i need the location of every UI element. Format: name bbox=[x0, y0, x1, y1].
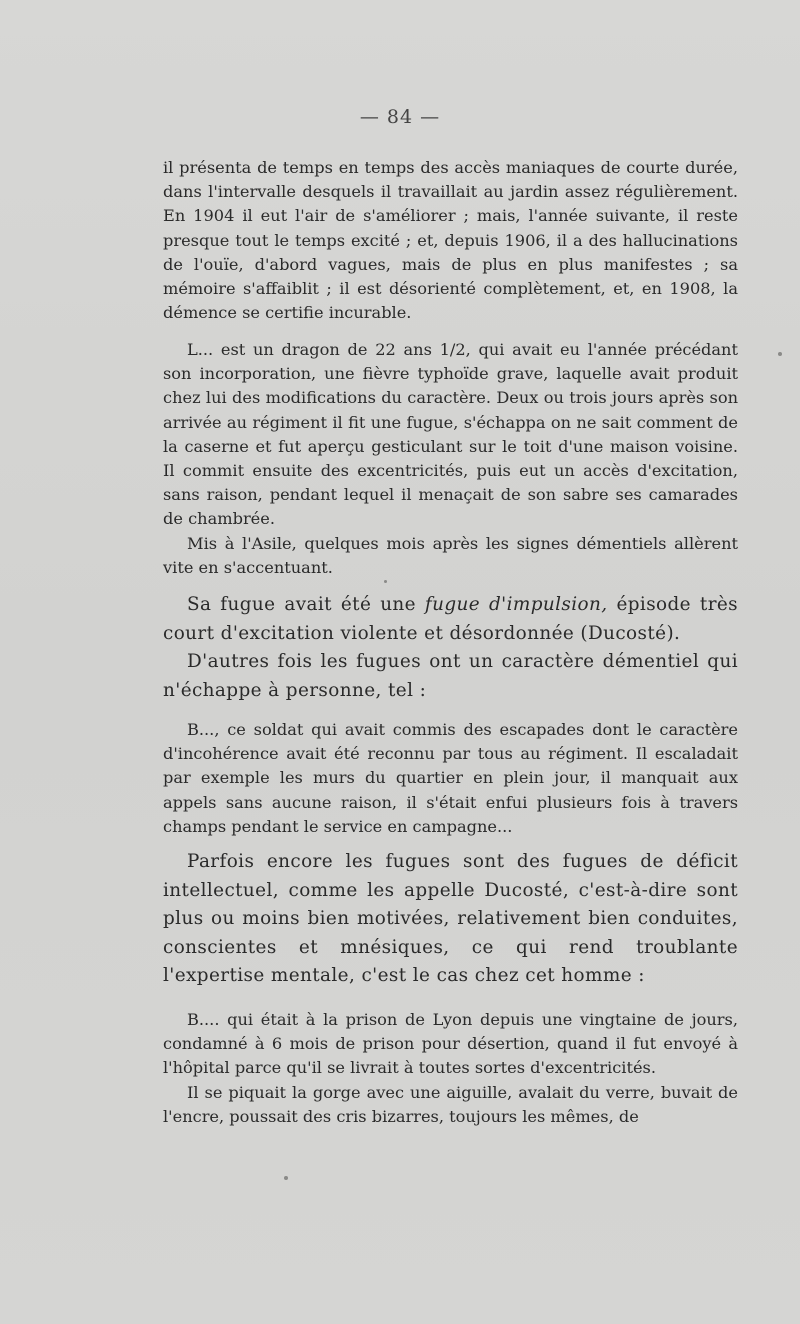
case-prisoner bbox=[163, 1008, 738, 1129]
case-soldier bbox=[163, 718, 738, 839]
paragraph-continuation: il présenta de temps en temps des accès maniaques de courte durée, dans l'intervalle desquels il travaillait au jardin assez régulièrement. En 1904 il eut l'air de s'améliorer ; mais, l'année suivante, il reste presque tout le temps excité ; et, depuis 1906, il a des hallucinations de l'ouïe, d'abord vagues, mais de plus en plus manifestes ; sa mémoire s'affaiblit ; il est désorienté complètement, et, en 1908, la démence se certifie incurable. bbox=[163, 158, 738, 323]
case-continuation bbox=[163, 156, 738, 325]
impulsion-text-before: Sa fugue avait été une bbox=[187, 594, 425, 615]
case-dragon bbox=[163, 338, 738, 580]
commentary-impulsion bbox=[163, 591, 738, 705]
paragraph-dragon-case: L... est un dragon de 22 ans 1/2, qui avait eu l'année précédant son incorporation, une fièvre typhoïde grave, laquelle avait produit chez lui des modifications du caractère. Deux ou trois jours après son arrivée au régiment il fit une fugue, s'échappa on ne sait comment de la caserne et fut aperçu gesticulant sur le toit d'une maison voisine. Il commit ensuite des excentricités, puis eut un accès d'excitation, sans raison, pendant lequel il menaçait de son sabre ses camarades de chambrée. bbox=[163, 340, 738, 529]
paper-speck bbox=[778, 352, 782, 356]
impulsion-italic: fugue d'impulsion, bbox=[424, 594, 608, 615]
paragraph-deficit: Parfois encore les fugues sont des fugues de déficit intellectuel, comme les appelle Ducosté, c'est-à-dire sont plus ou moins bien motivées, relativement bien conduites, conscientes et mnésiques, ce qui rend troublante l'expertise mentale, c'est le cas chez cet homme : bbox=[163, 851, 738, 986]
paragraph-soldier-case: B..., ce soldat qui avait commis des escapades dont le caractère d'incohérence avait été reconnu par tous au régiment. Il escaladait par exemple les murs du quartier en plein jour, il manquait aux appels sans aucune raison, il s'était enfui plusieurs fois à travers champs pendant le service en campagne... bbox=[163, 720, 738, 836]
paper-speck bbox=[384, 580, 387, 583]
paper-speck bbox=[284, 1176, 288, 1180]
paragraph-prisoner-behaviour: Il se piquait la gorge avec une aiguille, avalait du verre, buvait de l'encre, poussait des cris bizarres, toujours les mêmes, de bbox=[163, 1082, 738, 1126]
paragraph-asylum: Mis à l'Asile, quelques mois après les signes démentiels allèrent vite en s'accentuant. bbox=[163, 533, 738, 577]
page-number: — 84 — bbox=[359, 106, 441, 128]
paragraph-impulsion bbox=[163, 591, 738, 648]
commentary-deficit bbox=[163, 848, 738, 991]
paragraph-dementia-intro: D'autres fois les fugues ont un caractère démentiel qui n'échappe à personne, tel : bbox=[163, 651, 738, 701]
impulsion-text-after: épisode très court d'excitation violente et désordonnée (Ducosté). bbox=[163, 594, 739, 644]
paragraph-prisoner-case: B.... qui était à la prison de Lyon depuis une vingtaine de jours, condamné à 6 mois de prison pour désertion, quand il fut envoyé à l'hôpital parce qu'il se livrait à toutes sortes d'excentricités. bbox=[163, 1010, 738, 1078]
